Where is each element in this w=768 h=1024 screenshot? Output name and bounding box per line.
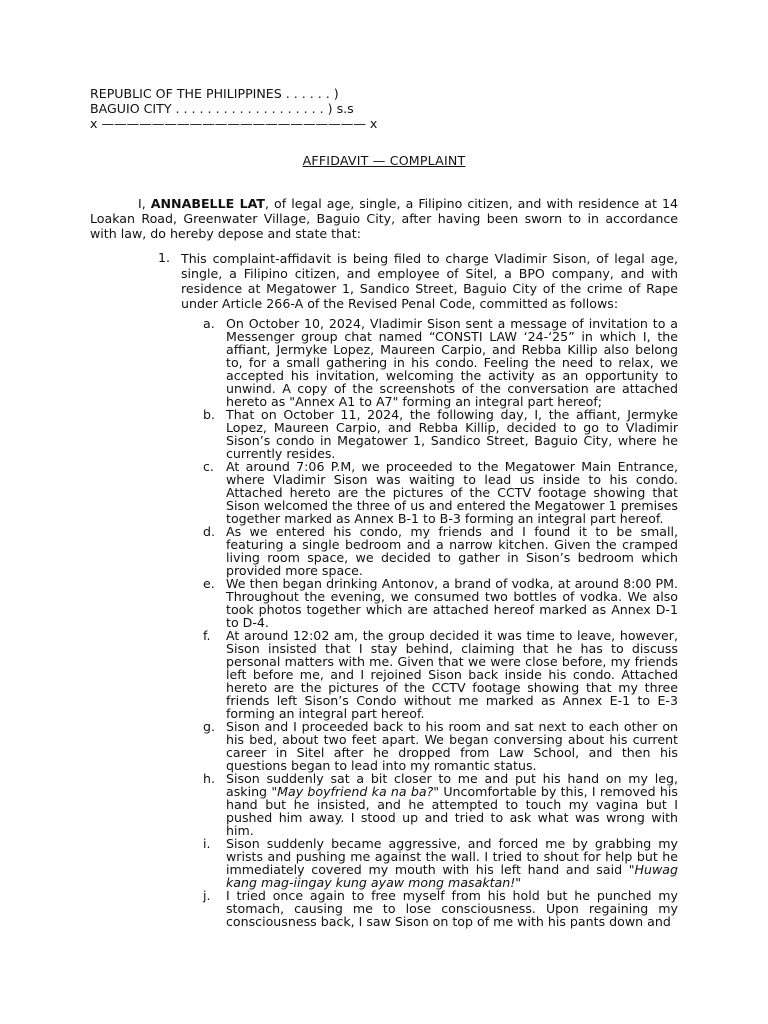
quoted-speech: "Huwag kang mag-iingay kung ayaw mong masaktan!" xyxy=(226,862,678,890)
item-number: 1. xyxy=(158,250,171,265)
sub-text: At around 7:06 P.M, we proceeded to the Megatower Main Entrance, where Vladimir Sison was waiting to lead us inside to his condo. Attached hereto are the pictures of the CCTV footage showing that Sison welcomed the three of us and entered the Megatower 1 premises together marked as Annex B-1 to B-3 forming an integral part hereof. xyxy=(226,459,678,526)
intro-post: , of legal age, single, a Filipino citizen, and with residence at 14 Loakan Road, Greenwater Village, Baguio City, after having been sworn to in accordance with law, do hereby depose and state that: xyxy=(90,196,678,241)
sub-letter: c. xyxy=(203,459,214,474)
intro-paragraph xyxy=(90,196,678,241)
sub-item-e xyxy=(203,577,678,629)
intro-pre: I, xyxy=(138,196,151,211)
sub-letter: h. xyxy=(203,771,215,786)
sub-letter: d. xyxy=(203,524,215,539)
item-1-text: This complaint-affidavit is being filed to charge Vladimir Sison, of legal age, single, a Filipino citizen, and employee of Sitel, a BPO company, and with residence at Megatower 1, Sandico Street, Baguio City of the crime of Rape under Article 266-A of the Revised Penal Code, committed as follows: xyxy=(181,251,678,311)
sub-item-b xyxy=(203,408,678,460)
sub-text xyxy=(226,772,678,837)
sub-items-list xyxy=(203,317,678,928)
sub-item-a xyxy=(203,317,678,408)
sub-text: On October 10, 2024, Vladimir Sison sent a message of invitation to a Messenger group chat named “CONSTI LAW ‘24-‘25” in which I, the affiant, Jermyke Lopez, Maureen Carpio, and Rebba Killip also belong to, for a small gathering in his condo. Feeling the need to relax, we accepted his invitation, welcoming the activity as an opportunity to unwind. A copy of the screenshots of the conversation are attached hereto as "Annex A1 to A7" forming an integral part hereof; xyxy=(226,316,678,409)
venue-caption xyxy=(90,86,430,131)
sub-item-h xyxy=(203,772,678,837)
sub-item-j xyxy=(203,889,678,928)
sub-text: Sison and I proceeded back to his room and sat next to each other on his bed, about two feet apart. We began conversing about his current career in Sitel after he dropped from Law School, and then his questions began to lead into my romantic status. xyxy=(226,719,678,773)
caption-city-line: BAGUIO CITY . . . . . . . . . . . . . . . . . . . ) s.s xyxy=(90,101,354,116)
caption-republic-line: REPUBLIC OF THE PHILIPPINES . . . . . . ) xyxy=(90,86,339,101)
sub-text: That on October 11, 2024, the following day, I, the affiant, Jermyke Lopez, Maureen Carpio, and Rebba Killip, decided to go to Vladimir Sison’s condo in Megatower 1, Sandico Street, Baguio City, where he currently resides. xyxy=(226,407,678,461)
caption-rule-line: x ————————————————————— x xyxy=(90,116,378,131)
sub-letter: a. xyxy=(203,316,215,331)
sub-item-c xyxy=(203,460,678,525)
sub-text: We then began drinking Antonov, a brand of vodka, at around 8:00 PM. Throughout the evening, we consumed two bottles of vodka. We also took photos together which are attached hereof marked as Annex D-1 to D-4. xyxy=(226,576,678,630)
sub-text-post: Uncomfortable by this, I removed his hand but he insisted, and he attempted to touch my vagina but I pushed him away. I stood up and tried to ask what was wrong with him. xyxy=(226,784,678,838)
sub-item-g xyxy=(203,720,678,772)
sub-letter: i. xyxy=(203,836,211,851)
quoted-speech: "May boyfriend ka na ba?" xyxy=(271,784,440,799)
sub-item-f xyxy=(203,629,678,720)
sub-letter: j. xyxy=(203,888,211,903)
sub-text: At around 12:02 am, the group decided it was time to leave, however, Sison insisted that I stay behind, claiming that he has to discuss personal matters with me. Given that we were close before, my friends left before me, and I rejoined Sison back inside his condo. Attached hereto are the pictures of the CCTV footage showing that my three friends left Sison’s Condo without me marked as Annex E-1 to E-3 forming an integral part hereof. xyxy=(226,628,678,721)
sub-text-pre: Sison suddenly became aggressive, and forced me by grabbing my wrists and pushing me against the wall. I tried to shout for help but he immediately covered my mouth with his left hand and said xyxy=(226,836,678,877)
sub-text-pre: Sison suddenly sat a bit closer to me and put his hand on my leg, asking xyxy=(226,771,678,799)
sub-text xyxy=(226,837,678,889)
numbered-item-1 xyxy=(158,251,678,311)
sub-letter: e. xyxy=(203,576,215,591)
sub-letter: b. xyxy=(203,407,215,422)
sub-letter: f. xyxy=(203,628,211,643)
affiant-name: ANNABELLE LAT xyxy=(150,196,266,211)
sub-text: As we entered his condo, my friends and I found it to be small, featuring a single bedroom and a narrow kitchen. Given the cramped living room space, we decided to gather in Sison’s bedroom which provided more space. xyxy=(226,524,678,578)
sub-item-i xyxy=(203,837,678,889)
sub-item-d xyxy=(203,525,678,577)
document-title: AFFIDAVIT — COMPLAINT xyxy=(302,153,466,168)
sub-text: I tried once again to free myself from his hold but he punched my stomach, causing me to lose consciousness. Upon regaining my consciousness back, I saw Sison on top of me with his pants down and xyxy=(226,888,678,929)
sub-letter: g. xyxy=(203,719,215,734)
